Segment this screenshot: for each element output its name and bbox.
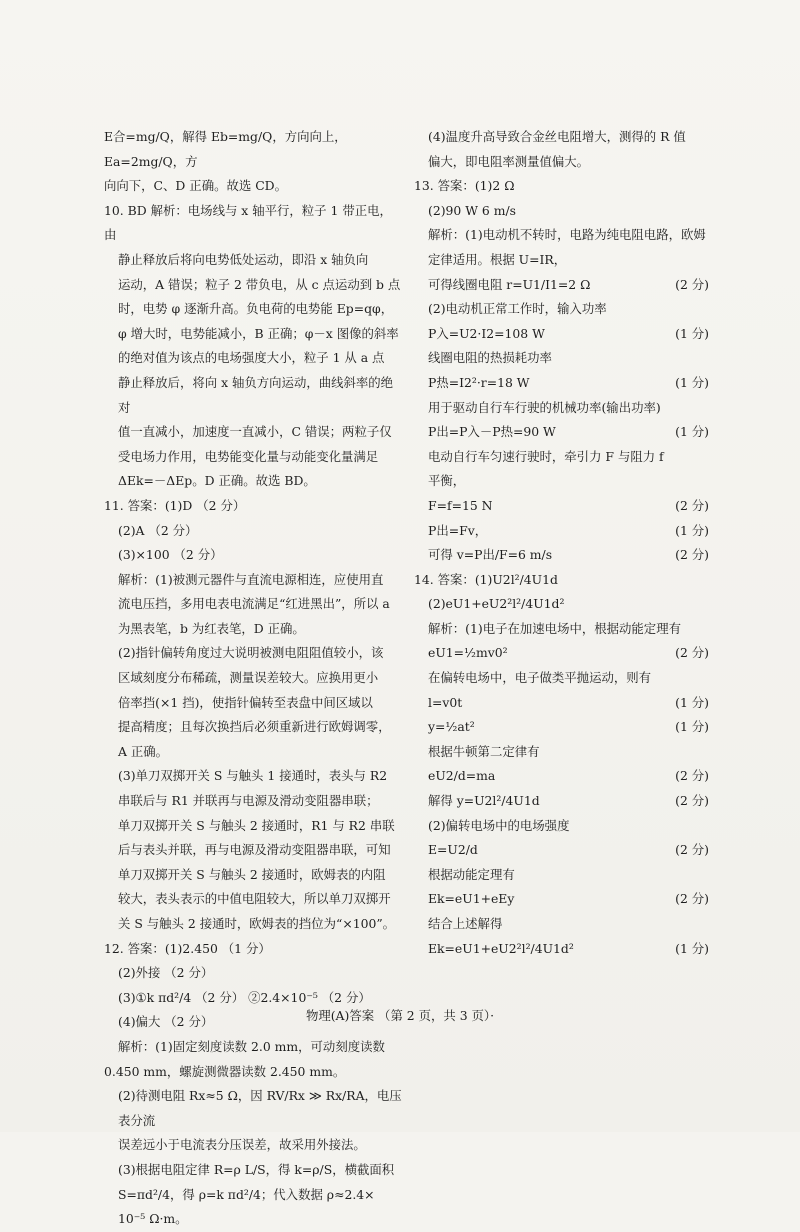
line-text: 解析：(1)电动机不转时，电路为纯电阻电路，欧姆 [428, 227, 706, 243]
left-text-line: (3)单刀双掷开关 S 与触头 1 接通时，表头与 R2 [118, 768, 388, 784]
left-text-line: 静止释放后将向电势低处运动，即沿 x 轴负向 [118, 251, 369, 267]
left-text-line: (3)×100 （2 分） [118, 547, 223, 563]
left-text-line: A 正确。 [118, 743, 169, 759]
left-text-line: 较大，表头表示的中值电阻较大，所以单刀双掷开 [118, 891, 391, 907]
right-text-line [414, 346, 709, 371]
right-column [414, 125, 709, 961]
score-points: (1 分) [675, 694, 709, 710]
left-text-line: φ 增大时，电势能减小，B 正确；φ－x 图像的斜率 [118, 325, 399, 341]
right-text-line [414, 789, 709, 814]
right-text-line [414, 863, 709, 888]
right-text-line [414, 248, 709, 273]
line-text: 线圈电阻的热损耗功率 [428, 350, 552, 366]
line-text: y=½at² [428, 719, 475, 735]
score-points: (1 分) [675, 940, 709, 956]
right-text-line [414, 223, 709, 248]
left-text-line: 提高精度；且每次换挡后必须重新进行欧姆调零， [118, 719, 391, 735]
score-points: (2 分) [675, 497, 709, 513]
line-text: 在偏转电场中，电子做类平抛运动，则有 [428, 670, 652, 686]
left-text-line: (2)指针偏转角度过大说明被测电阻阻值较小，该 [118, 645, 384, 661]
left-text-line: (2)待测电阻 Rx≈5 Ω，因 RV/Rx ≫ Rx/RA，电压表分流 [118, 1088, 402, 1128]
left-text-line: 单刀双掷开关 S 与触头 2 接通时，R1 与 R2 串联 [118, 817, 395, 833]
score-points: (2 分) [675, 276, 709, 292]
line-text: 偏大，即电阻率测量值偏大。 [428, 153, 590, 169]
right-text-line [414, 519, 709, 544]
right-text-line [414, 740, 709, 765]
right-text-line [414, 691, 709, 716]
left-text-line: 10⁻⁵ Ω·m。 [118, 1211, 188, 1227]
right-text-line [414, 764, 709, 789]
left-text-line: 12. 答案：(1)2.450 （1 分） [104, 940, 271, 956]
line-text: 解得 y=U2l²/4U1d [428, 793, 540, 809]
left-text-line: 关 S 与触头 2 接通时，欧姆表的挡位为“×100”。 [118, 916, 396, 931]
score-points: (1 分) [675, 522, 709, 538]
left-text-line: 静止释放后，将向 x 轴负方向运动，曲线斜率的绝对 [118, 374, 394, 415]
left-text-line: 串联后与 R1 并联再与电源及滑动变阻器串联； [118, 793, 379, 809]
line-text: P出=Fv， [428, 522, 488, 538]
left-text-line: 运动，A 错误；粒子 2 带负电，从 c 点运动到 b 点 [118, 276, 401, 292]
left-text-line: 流电压挡，多用电表电流满足“红进黑出”，所以 a [118, 596, 390, 612]
line-text: 可得线圈电阻 r=U1/I1=2 Ω [428, 276, 591, 292]
right-text-line [414, 715, 709, 740]
right-text-line [414, 937, 709, 962]
left-text-line: 后与表头并联，再与电源及滑动变阻器串联，可知 [118, 842, 391, 858]
right-text-line [414, 912, 709, 937]
left-text-line: (4)偏大 （2 分） [118, 1014, 214, 1030]
line-text: Ek=eU1+eU2²l²/4U1d² [428, 940, 574, 956]
line-text: (2)偏转电场中的电场强度 [428, 817, 570, 833]
line-text: (4)温度升高导致合金丝电阻增大，测得的 R 值 [428, 129, 686, 144]
line-text: P入=U2·I2=108 W [428, 325, 545, 341]
left-text-line: ΔEk=－ΔEp。D 正确。故选 BD。 [118, 473, 316, 489]
score-points: (2 分) [675, 842, 709, 858]
line-text: 13. 答案：(1)2 Ω [414, 178, 515, 194]
left-text-line: (2)外接 （2 分） [118, 965, 214, 981]
right-text-line [414, 396, 709, 421]
line-text: 14. 答案：(1)U2l²/4U1d [414, 571, 558, 587]
line-text: (2)电动机正常工作时，输入功率 [428, 301, 607, 317]
line-text: E=U2/d [428, 842, 478, 858]
right-text-line [414, 199, 709, 224]
left-text-line: S=πd²/4，得 ρ=k πd²/4；代入数据 ρ≈2.4× [118, 1186, 375, 1202]
right-text-line [414, 297, 709, 322]
right-text-line [414, 543, 709, 568]
line-text: 结合上述解得 [428, 916, 503, 931]
left-text-line: 向向下，C、D 正确。故选 CD。 [104, 178, 288, 194]
page-footer: 物理(A)答案 （第 2 页，共 3 页）· [305, 1008, 495, 1023]
left-text-line: (2)A （2 分） [118, 522, 198, 538]
left-text-line: (3)①k πd²/4 （2 分） ②2.4×10⁻⁵ （2 分） [118, 989, 371, 1005]
right-text-line [414, 174, 709, 199]
right-text-line [414, 469, 709, 494]
left-text-line: 倍率挡(×1 挡)，使指针偏转至表盘中间区域以 [118, 694, 373, 710]
line-text: eU2/d=ma [428, 768, 496, 784]
line-text: P热=I2²·r=18 W [428, 374, 530, 390]
line-text: Ek=eU1+eEy [428, 891, 515, 907]
score-points: (2 分) [675, 547, 709, 563]
right-text-line [414, 887, 709, 912]
right-text-line [414, 617, 709, 642]
score-points: (2 分) [675, 768, 709, 784]
line-text: P出=P入－P热=90 W [428, 424, 556, 440]
right-text-line [414, 814, 709, 839]
score-points: (1 分) [675, 374, 709, 390]
left-text-line: 解析：(1)被测元器件与直流电源相连，应使用直 [118, 571, 384, 587]
line-text: (2)90 W 6 m/s [428, 202, 517, 218]
score-points: (1 分) [675, 424, 709, 440]
right-text-line [414, 322, 709, 347]
score-points: (1 分) [675, 325, 709, 341]
right-text-line [414, 420, 709, 445]
left-text-line: (3)根据电阻定律 R=ρ L/S，得 k=ρ/S，横截面积 [118, 1161, 395, 1177]
left-text-line: 10. BD 解析：电场线与 x 轴平行，粒子 1 带正电，由 [104, 202, 392, 243]
left-text-line: 11. 答案：(1)D （2 分） [104, 497, 246, 513]
left-column [104, 125, 404, 1232]
right-text-line [414, 494, 709, 519]
line-text: 根据牛顿第二定律有 [428, 743, 540, 759]
line-text: F=f=15 N [428, 497, 493, 513]
left-text-line: 误差远小于电流表分压误差，故采用外接法。 [118, 1137, 366, 1153]
right-text-line [414, 445, 709, 470]
right-text-line [414, 150, 709, 175]
right-text-line [414, 125, 709, 150]
left-text-line: 时，电势 φ 逐渐升高。负电荷的电势能 Ep=qφ， [118, 301, 394, 317]
right-text-line [414, 641, 709, 666]
score-points: (2 分) [675, 793, 709, 809]
line-text: 电动自行车匀速行驶时，牵引力 F 与阻力 f [428, 448, 664, 464]
line-text: (2)eU1+eU2²l²/4U1d² [428, 596, 565, 612]
left-text-line: 区域刻度分布稀疏，测量误差较大。应换用更小 [118, 670, 379, 686]
left-text-line: 解析：(1)固定刻度读数 2.0 mm，可动刻度读数 [118, 1038, 385, 1054]
line-text: 根据动能定理有 [428, 866, 515, 882]
right-text-line [414, 838, 709, 863]
line-text: 定律适用。根据 U=IR， [428, 251, 567, 267]
left-text-line: 0.450 mm，螺旋测微器读数 2.450 mm。 [104, 1063, 346, 1079]
right-text-line [414, 273, 709, 298]
left-text-line: 受电场力作用，电势能变化量与动能变化量满足 [118, 448, 379, 464]
left-text-line: 单刀双掷开关 S 与触头 2 接通时，欧姆表的内阻 [118, 866, 386, 882]
line-text: 平衡， [428, 473, 466, 489]
left-text-line: 值一直减小，加速度一直减小，C 错误；两粒子仅 [118, 424, 392, 440]
left-text-line: 的绝对值为该点的电场强度大小，粒子 1 从 a 点 [118, 350, 385, 366]
line-text: 用于驱动自行车行驶的机械功率(输出功率) [428, 399, 661, 415]
score-points: (1 分) [675, 719, 709, 735]
score-points: (2 分) [675, 891, 709, 907]
line-text: eU1=½mv0² [428, 645, 508, 661]
right-text-line [414, 568, 709, 593]
score-points: (2 分) [675, 645, 709, 661]
left-text-line: E合=mg/Q，解得 Eb=mg/Q，方向向上，Ea=2mg/Q，方 [104, 129, 347, 169]
right-text-line [414, 666, 709, 691]
right-text-line [414, 371, 709, 396]
line-text: l=v0t [428, 694, 463, 710]
left-text-line: 为黑表笔，b 为红表笔，D 正确。 [118, 620, 305, 636]
line-text: 解析：(1)电子在加速电场中，根据动能定理有 [428, 620, 681, 636]
right-text-line [414, 592, 709, 617]
line-text: 可得 v=P出/F=6 m/s [428, 547, 553, 563]
